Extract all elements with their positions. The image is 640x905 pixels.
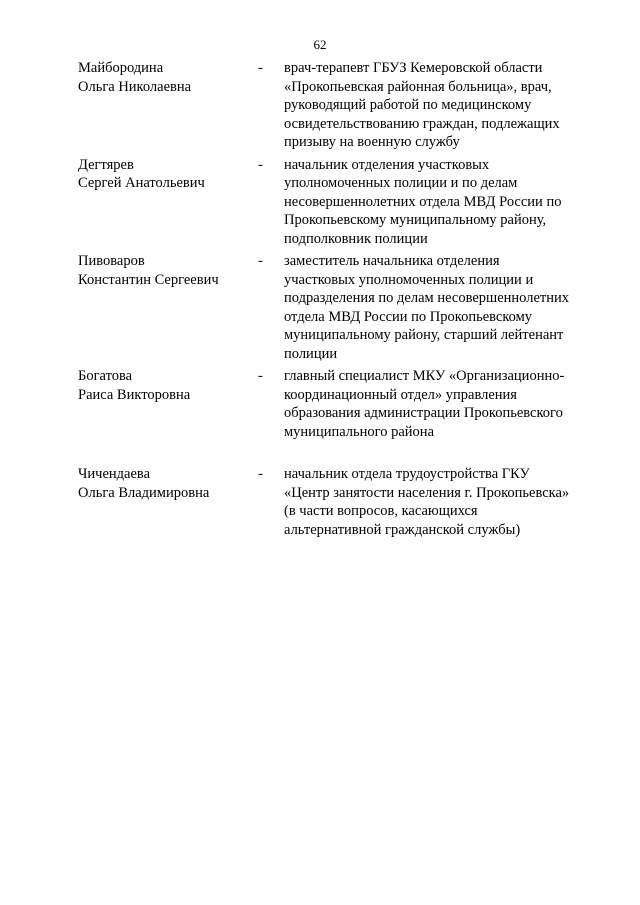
member-position: начальник отделения участковых уполномоченных полиции и по делам несовершеннолетних отдела МВД России по Прокопьевскому муниципальному району, подполковник полиции bbox=[284, 156, 562, 247]
member-position: начальник отдела трудоустройства ГКУ «Центр занятости населения г. Прокопьевска» (в части вопросов, касающихся альтернативной гражданской службы) bbox=[284, 466, 570, 538]
dash-separator: - bbox=[258, 253, 263, 269]
list-item bbox=[78, 465, 598, 539]
dash-separator: - bbox=[258, 466, 263, 482]
member-name: Чичендаева Ольга Владимировна bbox=[78, 466, 210, 501]
dash-separator: - bbox=[258, 156, 263, 173]
dash-separator: - bbox=[258, 60, 263, 76]
member-position: заместитель начальника отделения участковых уполномоченных полиции и подразделения по делам несовершеннолетних отдела МВД России по Прокопьевскому муниципальному району, старший лейтенант полиции bbox=[284, 253, 569, 362]
page-number: 62 bbox=[313, 37, 327, 52]
member-name: Дегтярев Сергей Анатольевич bbox=[78, 156, 205, 191]
member-name: Майбородина Ольга Николаевна bbox=[78, 60, 192, 95]
member-position: главный специалист МКУ «Организационно- координационный отдел» управления образования администрации Прокопьевского муниципального района bbox=[284, 368, 565, 440]
member-name: Пивоваров Константин Сергеевич bbox=[78, 253, 219, 288]
list-item bbox=[78, 367, 598, 441]
member-list bbox=[78, 59, 598, 539]
list-item bbox=[78, 252, 598, 363]
member-position: врач-терапевт ГБУЗ Кемеровской области «Прокопьевская районная больница», врач, руководящий работой по медицинскому освидетельствованию граждан, подлежащих призыву на военную службу bbox=[284, 60, 560, 150]
list-item bbox=[78, 156, 598, 249]
dash-separator: - bbox=[258, 368, 263, 384]
list-item bbox=[78, 59, 598, 152]
member-name: Богатова Раиса Викторовна bbox=[78, 368, 191, 403]
